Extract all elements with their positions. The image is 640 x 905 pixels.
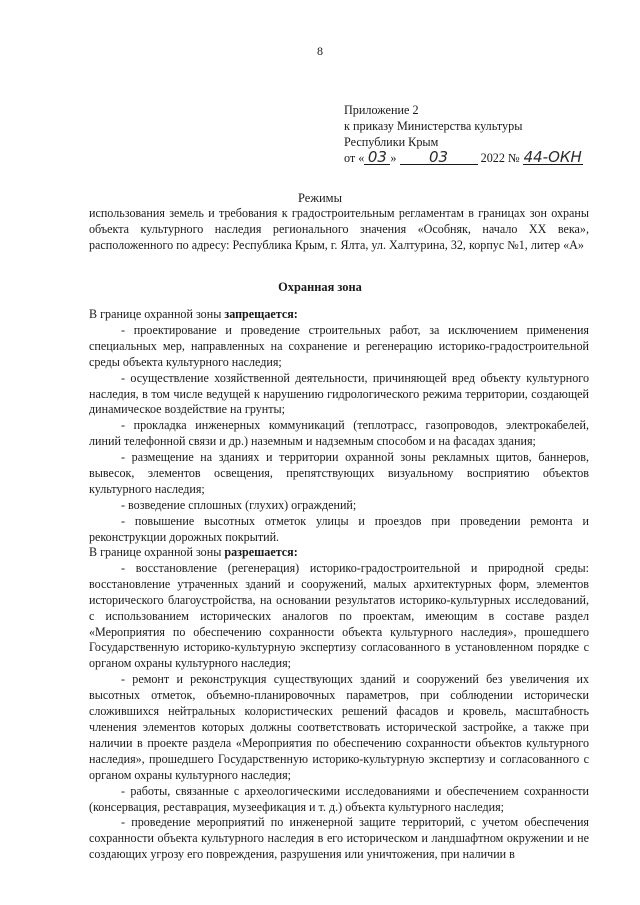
date-prefix: от « xyxy=(344,151,365,165)
date-day-handwritten: 03 xyxy=(364,150,390,165)
prohibited-item: - осуществление хозяйственной деятельности, причиняющей вред объекту культурного наследия, в том числе ведущей к нарушению гидрологического режима территории, создающей динамическое воздействие на грунты; xyxy=(89,370,589,417)
prohibited-lead-bold: запрещается: xyxy=(224,307,298,321)
allowed-item: - восстановление (регенерация) историко-градостроительной и природной среды: восстановление утраченных зданий и сооружений, малых архитектурных форм, элементов исторического благоустройства, на основании результатов историко-культурных исследований, с использованием исторических аналогов по проектам, имеющим в составе раздел «Мероприятия по обеспечению сохранности объекта культурного наследия», прошедшего Государственную историко-культурную экспертизу согласованного в установленном порядке с органом охраны культурного наследия; xyxy=(89,560,589,671)
intro-text: использования земель и требования к градостроительным регламентам в границах зон охраны объекта культурного наследия регионального значения «Особняк, начало XX века», расположенного по адресу: Республика Крым, г. Ялта, ул. Халтурина, 32, корпус №1, литер «А» xyxy=(89,206,589,252)
date-year: 2022 № xyxy=(480,151,520,165)
allowed-item: - ремонт и реконструкция существующих зданий и сооружений без увеличения их высотных отметок, объемно-планировочных параметров, при соблюдении исторически сложившихся нейтральных колористических решений фасадов и кровель, масштабность членения элементов которых должны соответствовать исторической застройке, а также при наличии в проекте раздела «Мероприятия по обеспечению сохранности объектов культурного наследия», прошедшего Государственную историко-культурную экспертизу и согласованного с органом охраны культурного наследия; xyxy=(89,672,589,782)
appendix-ministry-line: Республики Крым xyxy=(344,135,439,149)
allowed-item: - работы, связанные с археологическими исследованиями и обеспечением сохранности (консервация, реставрация, музеефикация и т. д.) объекта культурного наследия; xyxy=(89,783,589,814)
section-heading: Охранная зона xyxy=(278,280,362,294)
prohibited-item: - прокладка инженерных коммуникаций (теплотрасс, газопроводов, электрокабелей, линий телефонной связи и др.) наземным и надземным способом и на фасадах здания; xyxy=(89,418,589,449)
prohibited-section xyxy=(89,307,589,546)
order-number-handwritten: 44-ОКН xyxy=(523,148,582,166)
prohibited-lead-text: В границе охранной зоны xyxy=(89,307,225,321)
prohibited-item: - возведение сплошных (глухих) ограждений; xyxy=(121,497,357,512)
allowed-lead-bold: разрешается: xyxy=(224,545,298,559)
date-mid: » xyxy=(390,151,397,165)
appendix-order-line: к приказу Министерства культуры xyxy=(344,119,523,133)
allowed-section xyxy=(89,545,589,863)
appendix-title: Приложение 2 xyxy=(344,103,419,117)
appendix-date-line xyxy=(344,150,583,166)
allowed-lead-text: В границе охранной зоны xyxy=(89,545,225,559)
prohibited-item: - повышение высотных отметок улицы и проездов при проведении ремонта и реконструкции дорожных покрытий. xyxy=(89,513,589,544)
appendix-header xyxy=(344,102,583,166)
prohibited-item: - проектирование и проведение строительных работ, за исключением применения специальных мер, направленных на сохранение и регенерацию историко-градостроительной среды объекта культурного наследия; xyxy=(89,322,589,369)
allowed-lead xyxy=(89,545,589,561)
allowed-item: - проведение мероприятий по инженерной защите территорий, с учетом обеспечения сохранности объекта культурного наследия в его историческом и ландшафтном окружении и не создающих угрозу его повреждения, разрушения или уничтожения, при наличии в xyxy=(89,815,589,862)
intro-paragraph xyxy=(89,206,589,254)
prohibited-item: - размещение на зданиях и территории охранной зоны рекламных щитов, баннеров, вывесок, элементов освещения, препятствующих визуальному восприятию объектов культурного наследия; xyxy=(89,450,589,496)
date-month-handwritten: 03 xyxy=(400,150,478,165)
page-number: 8 xyxy=(317,44,323,58)
prohibited-lead xyxy=(89,307,589,323)
document-title: Режимы xyxy=(298,191,342,205)
